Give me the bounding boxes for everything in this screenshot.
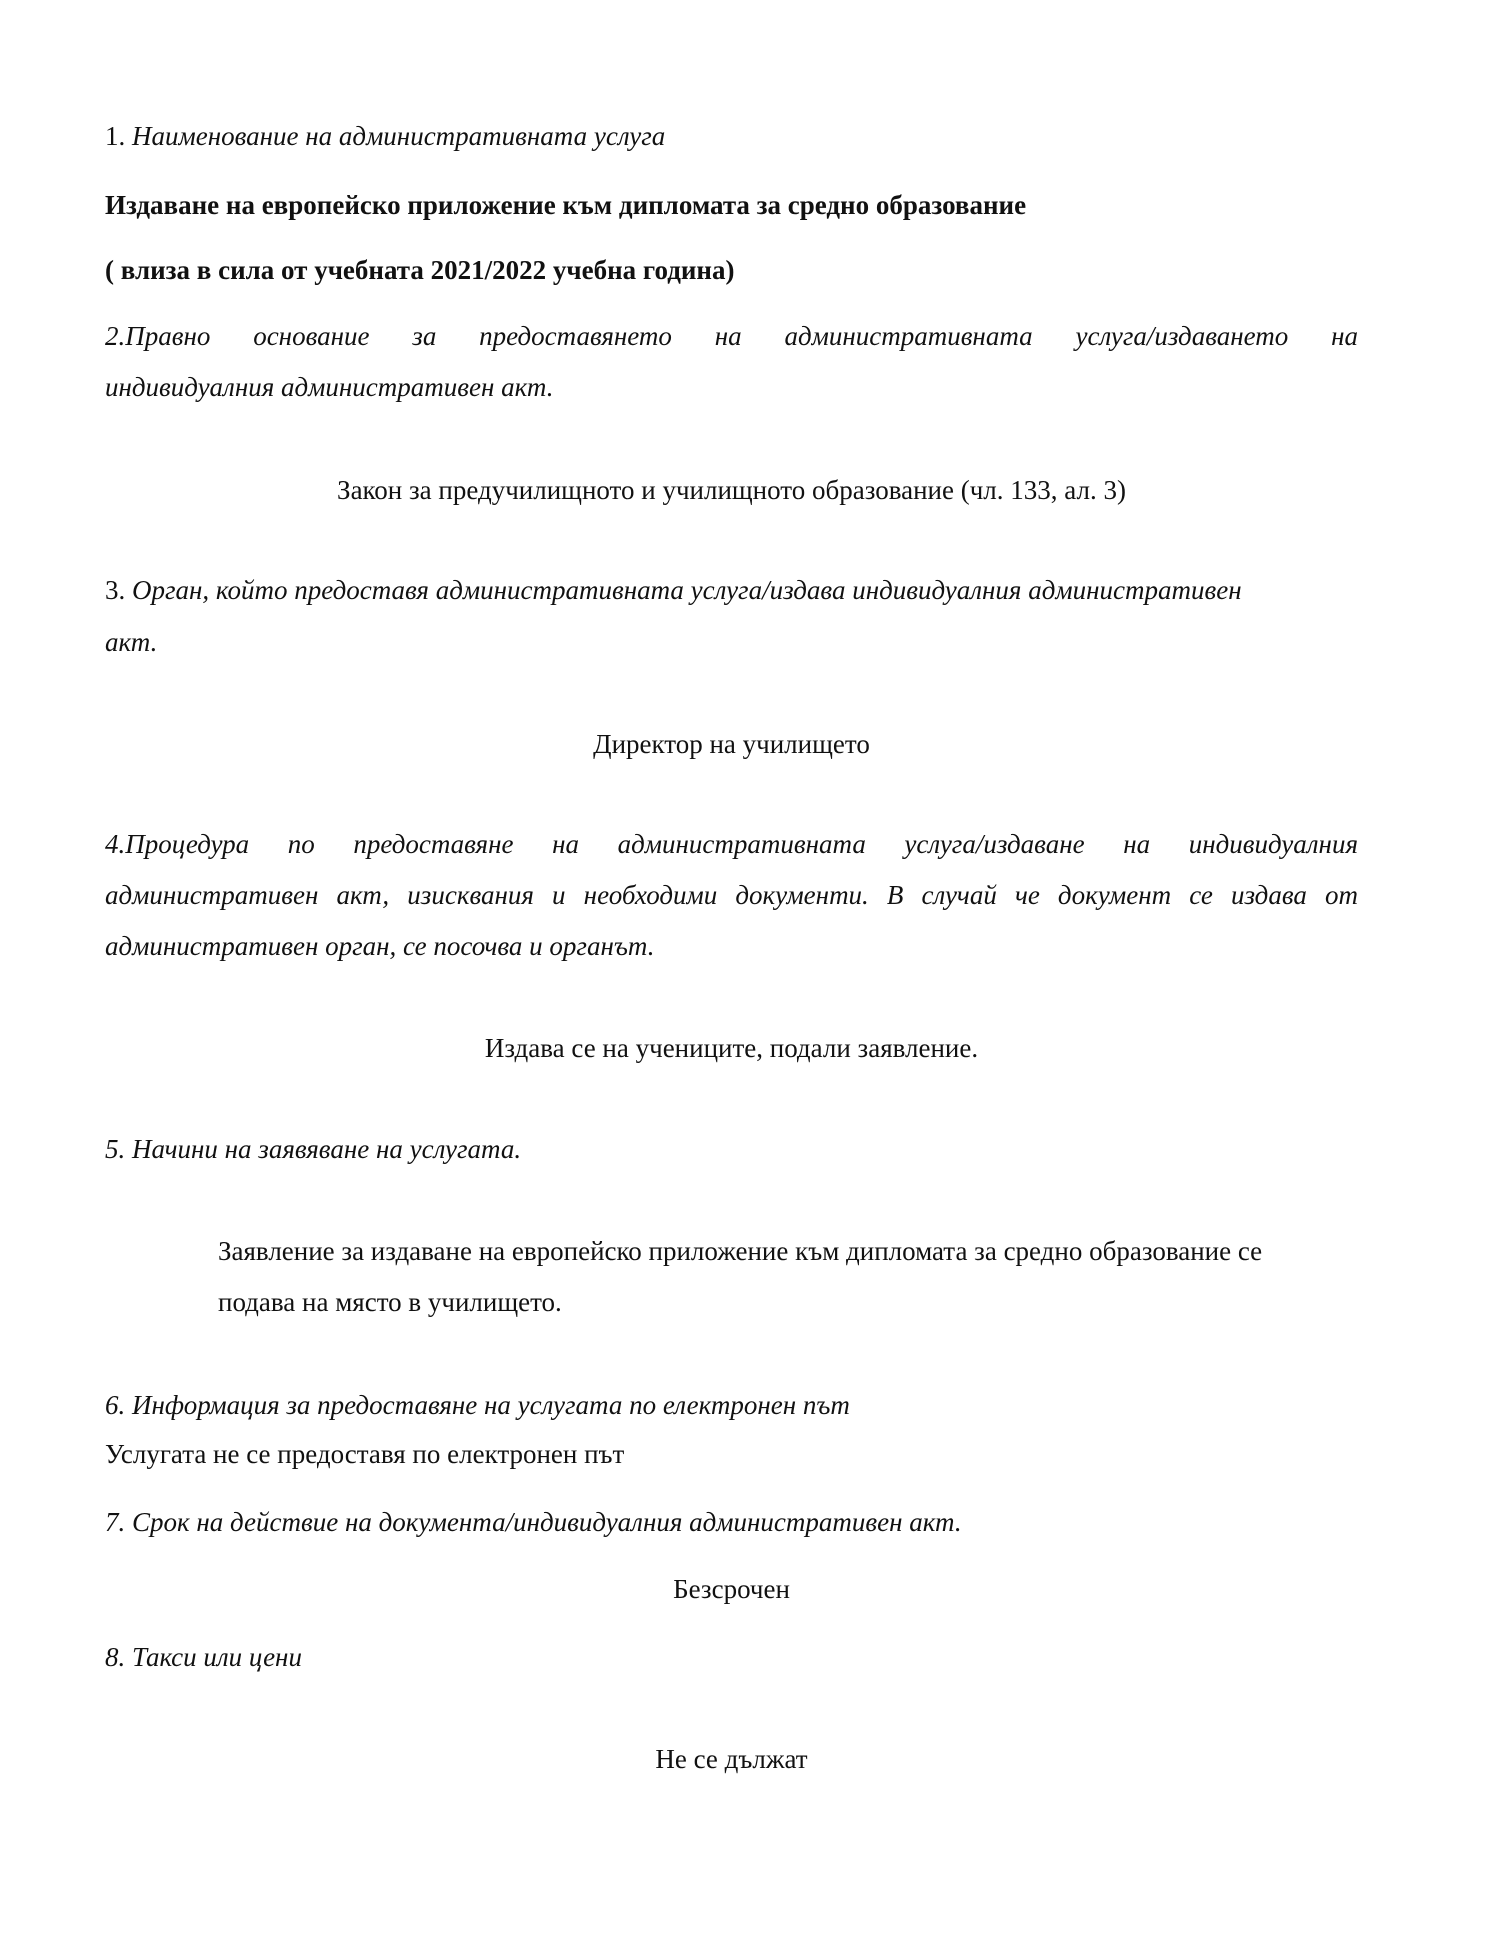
section-heading-text: Наименование на административната услуга <box>132 121 666 151</box>
section-number: 1. <box>105 121 126 151</box>
section-5-content: Заявление за издаване на европейско приложение към дипломата за средно образование се <box>218 1236 1263 1266</box>
section-3-heading-cont: акт. <box>105 627 158 657</box>
section-4-content: Издава се на учениците, подали заявление. <box>484 1033 979 1063</box>
section-3-content: Директор на училището <box>593 729 870 759</box>
section-4-heading-cont2: административен орган, се посочва и органът. <box>105 931 655 961</box>
section-2-heading-cont: индивидуалния административен акт. <box>105 372 554 402</box>
section-6-heading: 6. Информация за предоставяне на услугата по електронен път <box>105 1390 850 1420</box>
section-4-heading: 4.Процедура по предоставяне на административната услуга/издаване на индивидуалния <box>105 829 1358 859</box>
section-7-content: Безсрочен <box>673 1574 790 1604</box>
service-title: Издаване на европейско приложение към дипломата за средно образование <box>105 190 1027 220</box>
section-3-heading <box>105 574 1358 606</box>
section-8-heading: 8. Такси или цени <box>105 1642 302 1672</box>
section-8-content: Не се дължат <box>655 1744 808 1774</box>
section-heading-text: Орган, който предоставя административната услуга/издава индивидуалния административен <box>132 575 1242 605</box>
section-4-heading-cont: административен акт, изисквания и необходими документи. В случай че документ се издава от <box>105 880 1358 910</box>
section-5-heading: 5. Начини на заявяване на услугата. <box>105 1134 522 1164</box>
section-2-content: Закон за предучилищното и училищното образование (чл. 133, ал. 3) <box>337 475 1126 505</box>
section-2-heading: 2.Правно основание за предоставянето на административната услуга/издаването на <box>105 321 1358 351</box>
section-7-heading: 7. Срок на действие на документа/индивидуалния административен акт. <box>105 1507 962 1537</box>
section-6-content: Услугата не се предоставя по електронен път <box>105 1439 625 1469</box>
service-effective-note: ( влиза в сила от учебната 2021/2022 учебна година) <box>105 255 735 285</box>
section-1-heading <box>105 120 1358 152</box>
section-5-content-cont: подава на място в училището. <box>218 1287 562 1317</box>
section-number: 3. <box>105 575 126 605</box>
